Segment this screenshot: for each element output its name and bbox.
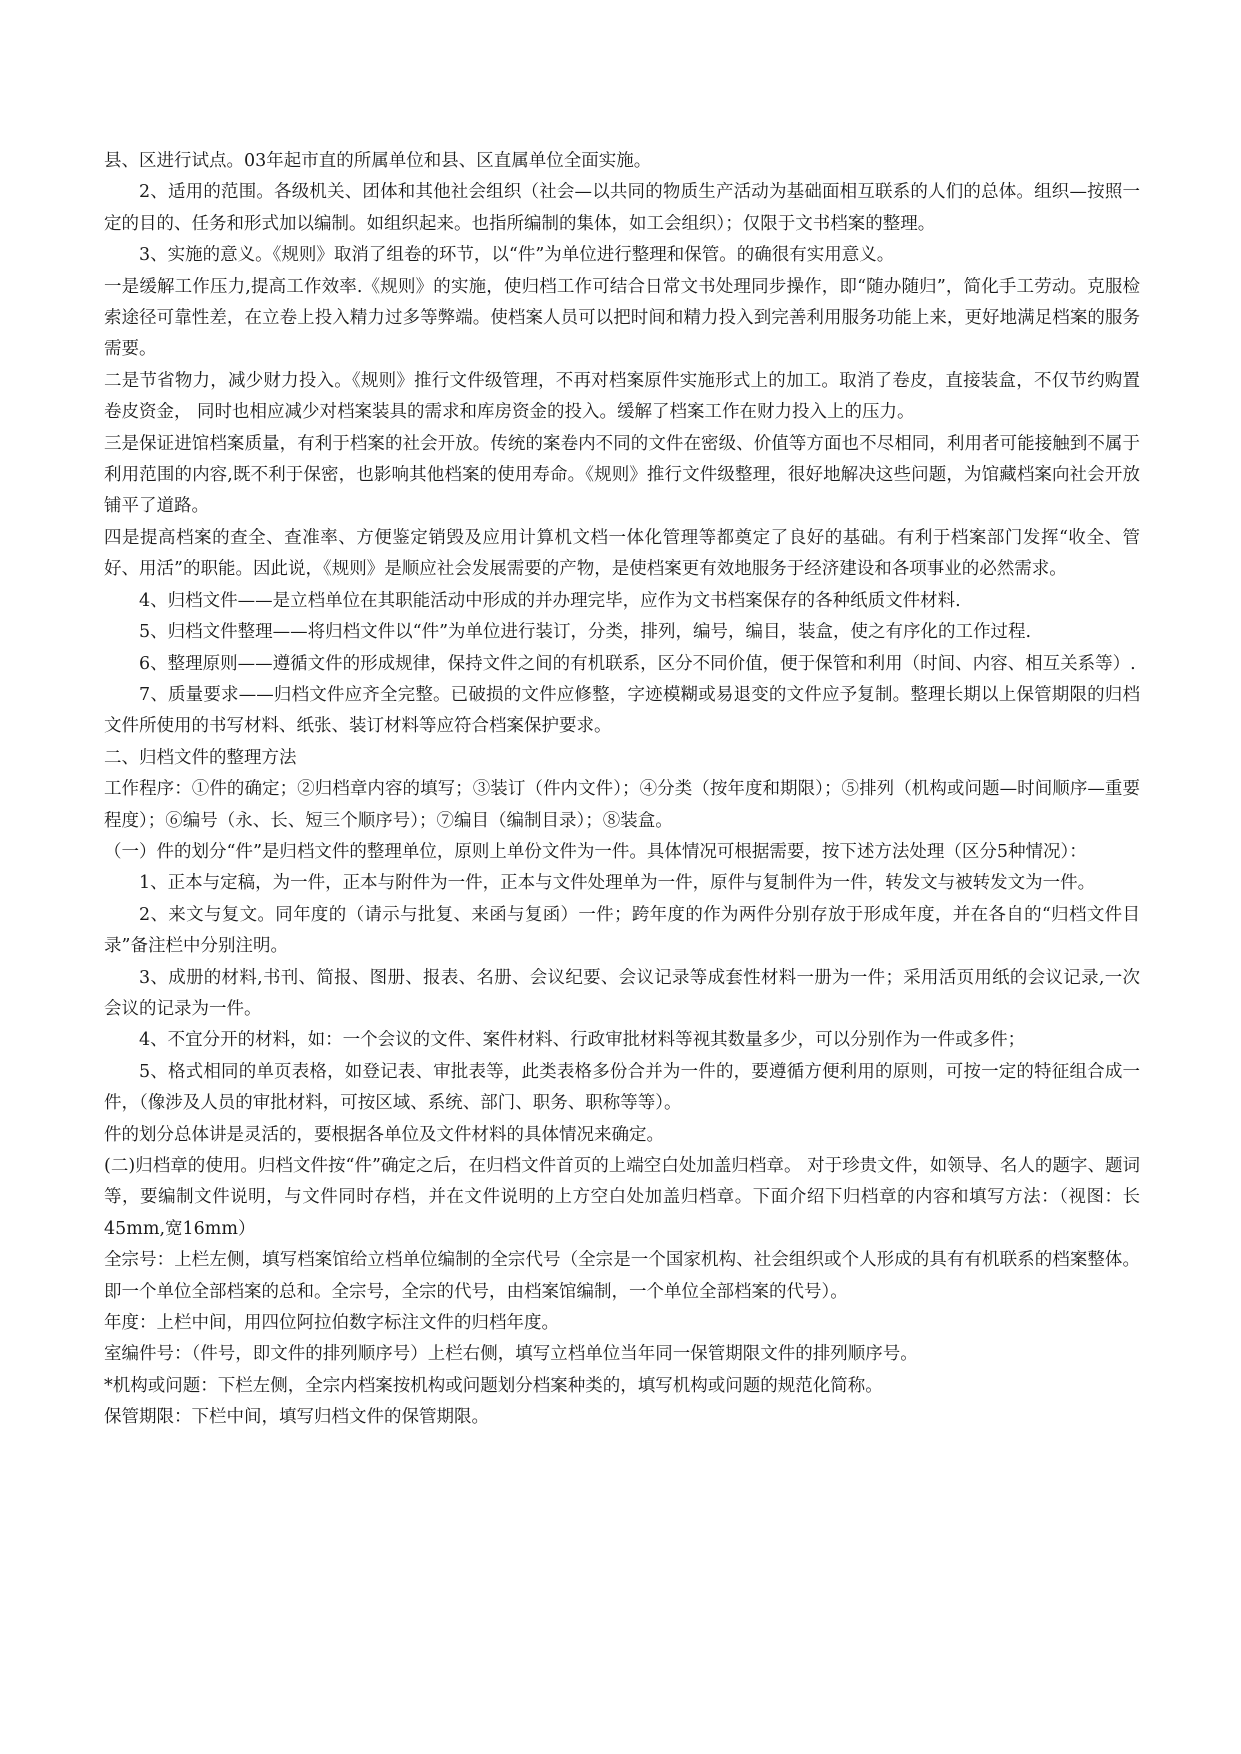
paragraph: 5、格式相同的单页表格，如登记表、审批表等，此类表格多份合并为一件的，要遵循方便利用的原则，可按一定的特征组合成一件，（像涉及人员的审批材料，可按区域、系统、部门、职务、职称等等）。 xyxy=(104,1061,1140,1114)
paragraph: 2、来文与复文。同年度的（请示与批复、来函与复函）一件；跨年度的作为两件分别存放于形成年度，并在各自的“归档文件目录”备注栏中分别注明。 xyxy=(104,904,1140,957)
paragraph: 1、正本与定稿，为一件，正本与附件为一件，正本与文件处理单为一件，原件与复制件为一件，转发文与被转发文为一件。 xyxy=(139,873,1096,894)
paragraph: 件的划分总体讲是灵活的，要根据各单位及文件材料的具体情况来确定。 xyxy=(104,1124,664,1145)
paragraph: 一是缓解工作压力,提高工作效率.《规则》的实施，使归档工作可结合日常文书处理同步操作，即“随办随归”，简化手工劳动。克服检索途径可靠性差，在立卷上投入精力过多等弊端。使档案人员可以把时间和精力投入到完善利用服务功能上来，更好地满足档案的服务需要。 xyxy=(104,276,1140,360)
paragraph: 年度：上栏中间，用四位阿拉伯数字标注文件的归档年度。 xyxy=(104,1313,559,1334)
paragraph: 4、不宜分开的材料，如：一个会议的文件、案件材料、行政审批材料等视其数量多少，可以分别作为一件或多件； xyxy=(139,1030,1026,1051)
paragraph: 室编件号：（件号，即文件的排列顺序号）上栏右侧，填写立档单位当年同一保管期限文件的排列顺序号。 xyxy=(104,1344,918,1365)
paragraph: 3、实施的意义。《规则》取消了组卷的环节，以“件”为单位进行整理和保管。的确很有实用意义。 xyxy=(139,245,895,266)
paragraph: 6、整理原则——遵循文件的形成规律，保持文件之间的有机联系，区分不同价值，便于保管和利用（时间、内容、相互关系等）. xyxy=(139,653,1136,674)
document-body xyxy=(104,146,1140,1434)
paragraph: 三是保证进馆档案质量，有利于档案的社会开放。传统的案卷内不同的文件在密级、价值等方面也不尽相同，利用者可能接触到不属于利用范围的内容,既不利于保密，也影响其他档案的使用寿命。《规则》推行文件级整理，很好地解决这些问题，为馆藏档案向社会开放铺平了道路。 xyxy=(104,433,1140,517)
paragraph: 3、成册的材料,书刊、简报、图册、报表、名册、会议纪要、会议记录等成套性材料一册为一件；采用活页用纸的会议记录,一次会议的记录为一件。 xyxy=(104,967,1140,1019)
paragraph: 7、质量要求——归档文件应齐全完整。已破损的文件应修整，字迹模糊或易退变的文件应予复制。整理长期以上保管期限的归档文件所使用的书写材料、纸张、装订材料等应符合档案保护要求。 xyxy=(104,684,1140,737)
paragraph: 4、归档文件——是立档单位在其职能活动中形成的并办理完毕，应作为文书档案保存的各种纸质文件材料. xyxy=(139,590,961,611)
paragraph: 工作程序：①件的确定；②归档章内容的填写；③装订（件内文件）；④分类（按年度和期限）；⑤排列（机构或问题—时间顺序—重要程度）；⑥编号（永、长、短三个顺序号）；⑦编目（编制目录）；⑧装盒。 xyxy=(104,779,1140,831)
paragraph: 5、归档文件整理——将归档文件以“件”为单位进行装订，分类，排列，编号，编目，装盒，使之有序化的工作过程. xyxy=(139,622,1032,643)
section-heading: 二、归档文件的整理方法 xyxy=(104,747,297,768)
paragraph: 全宗号：上栏左侧，填写档案馆给立档单位编制的全宗代号（全宗是一个国家机构、社会组织或个人形成的具有有机联系的档案整体。即一个单位全部档案的总和。全宗号，全宗的代号，由档案馆编制，一个单位全部档案的代号）。 xyxy=(104,1250,1140,1302)
paragraph: 县、区进行试点。03年起市直的所属单位和县、区直属单位全面实施。 xyxy=(104,151,652,171)
paragraph: 保管期限：下栏中间，填写归档文件的保管期限。 xyxy=(104,1407,489,1428)
paragraph: 二是节省物力，减少财力投入。《规则》推行文件级管理，不再对档案原件实施形式上的加工。取消了卷皮，直接装盒，不仅节约购置卷皮资金， 同时也相应减少对档案装具的需求和库房资金的投入。缓解了档案工作在财力投入上的压力。 xyxy=(104,370,1140,423)
paragraph: (二)归档章的使用。归档文件按“件”确定之后，在归档文件首页的上端空白处加盖归档章。 对于珍贵文件，如领导、名人的题字、题词等，要编制文件说明，与文件同时存档，并在文件说明的上方空白处加盖归档章。下面介绍下归档章的内容和填写方法：（视图：长45mm,宽16mm） xyxy=(104,1156,1140,1239)
paragraph: （一）件的划分“件”是归档文件的整理单位，原则上单份文件为一件。具体情况可根据需要，按下述方法处理（区分5种情况）： xyxy=(104,841,1087,862)
paragraph: 2、适用的范围。各级机关、团体和其他社会组织（社会—以共同的物质生产活动为基础面相互联系的人们的总体。组织—按照一定的目的、任务和形式加以编制。如组织起来。也指所编制的集体，如工会组织）；仅限于文书档案的整理。 xyxy=(104,182,1140,234)
paragraph: 四是提高档案的查全、查准率、方便鉴定销毁及应用计算机文档一体化管理等都奠定了良好的基础。有利于档案部门发挥“收全、管好、用活”的职能。因此说，《规则》是顺应社会发展需要的产物，是使档案更有效地服务于经济建设和各项事业的必然需求。 xyxy=(104,527,1140,580)
paragraph: *机构或问题：下栏左侧，全宗内档案按机构或问题划分档案种类的，填写机构或问题的规范化简称。 xyxy=(104,1375,883,1396)
